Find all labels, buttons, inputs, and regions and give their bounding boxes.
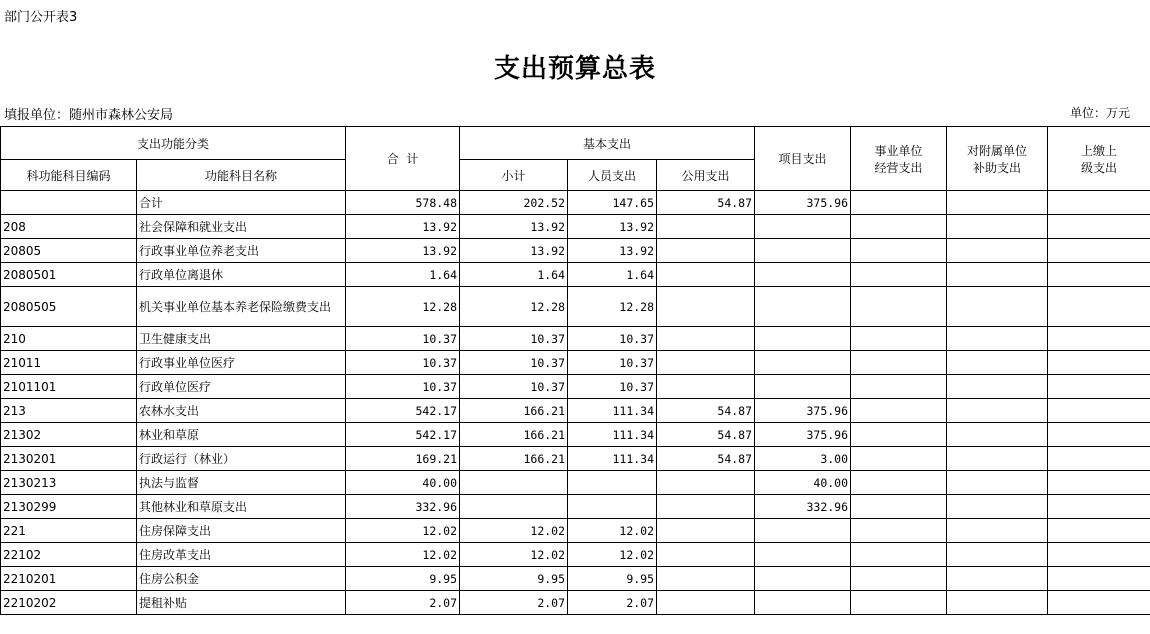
table-row — [1, 447, 1150, 471]
cell-upper — [1048, 351, 1150, 375]
cell-total: 12.28 — [346, 287, 460, 327]
cell-public — [657, 471, 755, 495]
table-row — [1, 263, 1150, 287]
cell-code: 2210201 — [1, 567, 137, 591]
table-row — [1, 239, 1150, 263]
budget-table — [0, 126, 1150, 615]
cell-total: 332.96 — [346, 495, 460, 519]
cell-upper — [1048, 375, 1150, 399]
cell-total: 2.07 — [346, 591, 460, 615]
cell-business — [851, 519, 947, 543]
table-row — [1, 399, 1150, 423]
cell-name: 机关事业单位基本养老保险缴费支出 — [137, 287, 346, 327]
cell-name: 卫生健康支出 — [137, 327, 346, 351]
header-public: 公用支出 — [657, 160, 755, 191]
cell-code: 22102 — [1, 543, 137, 567]
cell-subsidiary — [947, 215, 1048, 239]
cell-upper — [1048, 519, 1150, 543]
cell-subsidiary — [947, 191, 1048, 215]
cell-personnel: 111.34 — [568, 399, 657, 423]
table-row — [1, 471, 1150, 495]
cell-subtotal: 12.02 — [460, 519, 568, 543]
cell-name: 行政运行（林业） — [137, 447, 346, 471]
cell-name: 林业和草原 — [137, 423, 346, 447]
cell-personnel: 147.65 — [568, 191, 657, 215]
cell-subsidiary — [947, 287, 1048, 327]
table-row — [1, 567, 1150, 591]
cell-total: 542.17 — [346, 399, 460, 423]
cell-public — [657, 567, 755, 591]
cell-personnel: 10.37 — [568, 327, 657, 351]
cell-name: 提租补贴 — [137, 591, 346, 615]
header-personnel: 人员支出 — [568, 160, 657, 191]
cell-name: 行政事业单位医疗 — [137, 351, 346, 375]
cell-code: 210 — [1, 327, 137, 351]
cell-personnel: 10.37 — [568, 375, 657, 399]
document-number: 部门公开表3 — [4, 10, 78, 25]
cell-subtotal: 10.37 — [460, 351, 568, 375]
cell-subtotal: 9.95 — [460, 567, 568, 591]
cell-project — [755, 287, 851, 327]
cell-name: 其他林业和草原支出 — [137, 495, 346, 519]
cell-total: 13.92 — [346, 239, 460, 263]
cell-personnel: 10.37 — [568, 351, 657, 375]
table-row — [1, 591, 1150, 615]
cell-business — [851, 567, 947, 591]
cell-project: 375.96 — [755, 399, 851, 423]
cell-name: 住房保障支出 — [137, 519, 346, 543]
header-basic-expenditure: 基本支出 — [460, 127, 755, 160]
cell-subtotal: 13.92 — [460, 215, 568, 239]
cell-business — [851, 263, 947, 287]
cell-project — [755, 263, 851, 287]
cell-total: 40.00 — [346, 471, 460, 495]
cell-upper — [1048, 471, 1150, 495]
cell-code — [1, 191, 137, 215]
cell-subtotal: 10.37 — [460, 327, 568, 351]
cell-code: 2210202 — [1, 591, 137, 615]
cell-project — [755, 351, 851, 375]
cell-personnel — [568, 471, 657, 495]
cell-personnel: 13.92 — [568, 239, 657, 263]
cell-public — [657, 327, 755, 351]
cell-business — [851, 399, 947, 423]
cell-subtotal — [460, 495, 568, 519]
cell-upper — [1048, 495, 1150, 519]
header-subsidiary-line2: 补助支出 — [973, 160, 1022, 175]
cell-code: 2080505 — [1, 287, 137, 327]
cell-project — [755, 519, 851, 543]
cell-subtotal: 202.52 — [460, 191, 568, 215]
cell-business — [851, 327, 947, 351]
cell-business — [851, 543, 947, 567]
cell-upper — [1048, 447, 1150, 471]
cell-subsidiary — [947, 471, 1048, 495]
cell-upper — [1048, 263, 1150, 287]
cell-subtotal — [460, 471, 568, 495]
cell-public — [657, 263, 755, 287]
header-subsidiary-expenditure — [947, 127, 1048, 191]
cell-business — [851, 287, 947, 327]
cell-public — [657, 495, 755, 519]
cell-code: 21011 — [1, 351, 137, 375]
header-upper-remittance — [1048, 127, 1150, 191]
cell-project — [755, 327, 851, 351]
cell-business — [851, 191, 947, 215]
cell-project: 332.96 — [755, 495, 851, 519]
header-name: 功能科目名称 — [137, 160, 346, 191]
cell-code: 221 — [1, 519, 137, 543]
cell-subtotal: 2.07 — [460, 591, 568, 615]
cell-subtotal: 12.28 — [460, 287, 568, 327]
table-row — [1, 543, 1150, 567]
cell-public: 54.87 — [657, 191, 755, 215]
cell-project: 40.00 — [755, 471, 851, 495]
cell-name: 行政单位离退休 — [137, 263, 346, 287]
cell-name: 住房改革支出 — [137, 543, 346, 567]
header-business-line1: 事业单位 — [874, 143, 923, 158]
table-row — [1, 191, 1150, 215]
cell-public — [657, 239, 755, 263]
cell-total: 542.17 — [346, 423, 460, 447]
cell-subsidiary — [947, 399, 1048, 423]
cell-subsidiary — [947, 375, 1048, 399]
cell-code: 2130213 — [1, 471, 137, 495]
page-title: 支出预算总表 — [493, 54, 656, 84]
header-upper-line2: 级支出 — [1081, 160, 1118, 175]
cell-upper — [1048, 423, 1150, 447]
cell-upper — [1048, 591, 1150, 615]
cell-personnel: 1.64 — [568, 263, 657, 287]
cell-upper — [1048, 327, 1150, 351]
header-upper-line1: 上缴上 — [1081, 143, 1118, 158]
cell-business — [851, 215, 947, 239]
cell-subsidiary — [947, 447, 1048, 471]
table-row — [1, 495, 1150, 519]
cell-total: 12.02 — [346, 543, 460, 567]
cell-name: 农林水支出 — [137, 399, 346, 423]
cell-public — [657, 351, 755, 375]
table-row — [1, 215, 1150, 239]
cell-subsidiary — [947, 263, 1048, 287]
cell-subsidiary — [947, 591, 1048, 615]
header-total: 合 计 — [346, 127, 460, 191]
cell-project — [755, 543, 851, 567]
header-code: 科功能科目编码 — [1, 160, 137, 191]
cell-public: 54.87 — [657, 447, 755, 471]
cell-name: 执法与监督 — [137, 471, 346, 495]
cell-business — [851, 471, 947, 495]
cell-personnel: 111.34 — [568, 447, 657, 471]
cell-code: 2130201 — [1, 447, 137, 471]
cell-total: 10.37 — [346, 327, 460, 351]
cell-project: 375.96 — [755, 191, 851, 215]
cell-total: 12.02 — [346, 519, 460, 543]
cell-subsidiary — [947, 495, 1048, 519]
table-row — [1, 287, 1150, 327]
table-row — [1, 423, 1150, 447]
cell-personnel: 2.07 — [568, 591, 657, 615]
cell-upper — [1048, 215, 1150, 239]
cell-subtotal: 10.37 — [460, 375, 568, 399]
cell-total: 10.37 — [346, 351, 460, 375]
cell-name: 社会保障和就业支出 — [137, 215, 346, 239]
cell-subtotal: 166.21 — [460, 447, 568, 471]
table-row — [1, 351, 1150, 375]
cell-name: 行政事业单位养老支出 — [137, 239, 346, 263]
cell-business — [851, 375, 947, 399]
header-business-expenditure — [851, 127, 947, 191]
cell-public — [657, 519, 755, 543]
cell-total: 1.64 — [346, 263, 460, 287]
table-row — [1, 519, 1150, 543]
cell-business — [851, 447, 947, 471]
cell-total: 10.37 — [346, 375, 460, 399]
cell-project — [755, 591, 851, 615]
cell-public: 54.87 — [657, 423, 755, 447]
cell-subsidiary — [947, 327, 1048, 351]
cell-business — [851, 351, 947, 375]
cell-personnel: 13.92 — [568, 215, 657, 239]
cell-subsidiary — [947, 351, 1048, 375]
header-subtotal: 小计 — [460, 160, 568, 191]
cell-upper — [1048, 567, 1150, 591]
cell-subsidiary — [947, 239, 1048, 263]
header-function-class: 支出功能分类 — [1, 127, 346, 160]
cell-personnel: 9.95 — [568, 567, 657, 591]
cell-business — [851, 591, 947, 615]
cell-upper — [1048, 543, 1150, 567]
cell-subtotal: 12.02 — [460, 543, 568, 567]
cell-upper — [1048, 399, 1150, 423]
cell-subsidiary — [947, 519, 1048, 543]
cell-project: 375.96 — [755, 423, 851, 447]
cell-total: 578.48 — [346, 191, 460, 215]
cell-subtotal: 166.21 — [460, 423, 568, 447]
cell-name: 合计 — [137, 191, 346, 215]
cell-total: 13.92 — [346, 215, 460, 239]
cell-code: 21302 — [1, 423, 137, 447]
cell-code: 2101101 — [1, 375, 137, 399]
cell-personnel — [568, 495, 657, 519]
cell-project — [755, 375, 851, 399]
cell-business — [851, 239, 947, 263]
cell-subsidiary — [947, 423, 1048, 447]
cell-name: 行政单位医疗 — [137, 375, 346, 399]
cell-subsidiary — [947, 567, 1048, 591]
cell-project — [755, 567, 851, 591]
header-project-expenditure: 项目支出 — [755, 127, 851, 191]
cell-total: 169.21 — [346, 447, 460, 471]
cell-public — [657, 287, 755, 327]
cell-name: 住房公积金 — [137, 567, 346, 591]
header-subsidiary-line1: 对附属单位 — [967, 143, 1028, 158]
cell-subtotal: 13.92 — [460, 239, 568, 263]
cell-upper — [1048, 239, 1150, 263]
cell-personnel: 111.34 — [568, 423, 657, 447]
cell-public: 54.87 — [657, 399, 755, 423]
cell-business — [851, 423, 947, 447]
cell-code: 213 — [1, 399, 137, 423]
cell-public — [657, 215, 755, 239]
cell-subtotal: 1.64 — [460, 263, 568, 287]
table-row — [1, 327, 1150, 351]
cell-code: 2130299 — [1, 495, 137, 519]
cell-personnel: 12.02 — [568, 543, 657, 567]
header-business-line2: 经营支出 — [874, 160, 923, 175]
cell-upper — [1048, 287, 1150, 327]
cell-total: 9.95 — [346, 567, 460, 591]
currency-unit: 单位：万元 — [1069, 106, 1130, 120]
cell-project: 3.00 — [755, 447, 851, 471]
cell-business — [851, 495, 947, 519]
cell-project — [755, 239, 851, 263]
budget-table-body — [1, 191, 1150, 615]
cell-public — [657, 543, 755, 567]
cell-public — [657, 591, 755, 615]
cell-code: 208 — [1, 215, 137, 239]
cell-subsidiary — [947, 543, 1048, 567]
cell-subtotal: 166.21 — [460, 399, 568, 423]
cell-upper — [1048, 191, 1150, 215]
cell-public — [657, 375, 755, 399]
cell-code: 20805 — [1, 239, 137, 263]
reporting-unit: 填报单位：随州市森林公安局 — [4, 108, 174, 123]
cell-personnel: 12.28 — [568, 287, 657, 327]
cell-project — [755, 215, 851, 239]
cell-code: 2080501 — [1, 263, 137, 287]
table-row — [1, 375, 1150, 399]
cell-personnel: 12.02 — [568, 519, 657, 543]
